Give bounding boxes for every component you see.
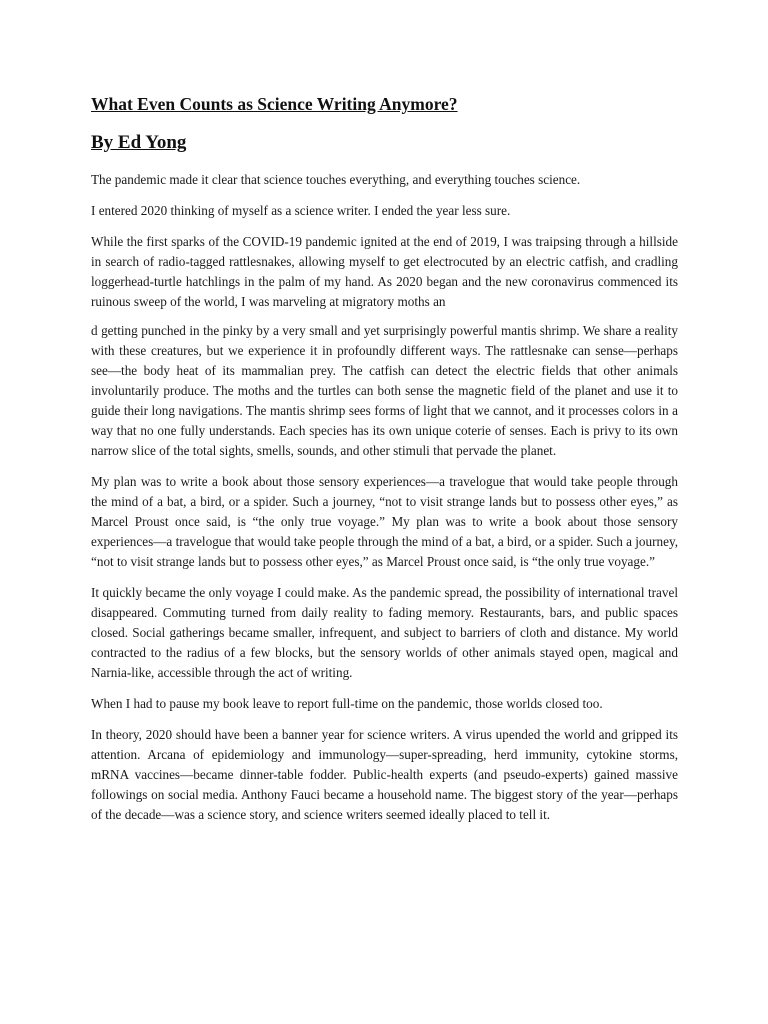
- paragraph-1: The pandemic made it clear that science touches everything, and everything touches science.: [91, 172, 581, 187]
- paragraph-3: While the first sparks of the COVID-19 pandemic ignited at the end of 2019, I was traipsing through a hillside in search of radio-tagged rattlesnakes, allowing myself to get electrocuted by an electric catfish, and cradling loggerhead-turtle hatchlings in the palm of my hand. As 2020 began and the new coronavirus commenced its ruinous sweep of the world, I was marveling at migratory moths an: [91, 234, 678, 309]
- paragraph-8: In theory, 2020 should have been a banner year for science writers. A virus upended the world and gripped its attention. Arcana of epidemiology and immunology—super-spreading, herd immunity, cytokine storms, mRNA vaccines—became dinner-table fodder. Public-health experts (and pseudo-experts) gained massive followings on social media. Anthony Fauci became a household name. The biggest story of the year—perhaps of the decade—was a science story, and science writers seemed ideally placed to tell it.: [91, 727, 678, 822]
- paragraph-2: I entered 2020 thinking of myself as a science writer. I ended the year less sure.: [91, 203, 511, 218]
- paragraph-5: My plan was to write a book about those sensory experiences—a travelogue that would take people through the mind of a bat, a bird, or a spider. Such a journey, “not to visit strange lands but to possess other eyes,” as Marcel Proust once said, is “the only true voyage.” My plan was to write a book about those sensory experiences—a travelogue that would take people through the mind of a bat, a bird, or a spider. Such a journey, “not to visit strange lands but to possess other eyes,” as Marcel Proust once said, is “the only true voyage.”: [91, 474, 678, 569]
- paragraph-7: When I had to pause my book leave to report full-time on the pandemic, those worlds closed too.: [91, 696, 603, 711]
- document-page: [91, 92, 678, 836]
- article-title: What Even Counts as Science Writing Anymore?: [91, 94, 458, 114]
- paragraph-6: It quickly became the only voyage I could make. As the pandemic spread, the possibility of international travel disappeared. Commuting turned from daily reality to fading memory. Restaurants, bars, and public spaces closed. Social gatherings became smaller, infrequent, and subject to barriers of cloth and distance. My world contracted to the radius of a few blocks, but the sensory worlds of other animals stayed open, magical and Narnia-like, accessible through the act of writing.: [91, 585, 678, 680]
- paragraph-4: d getting punched in the pinky by a very small and yet surprisingly powerful mantis shrimp. We share a reality with these creatures, but we experience it in profoundly different ways. The rattlesnake can sense—perhaps see—the body heat of its mammalian prey. The catfish can detect the electric fields that other animals involuntarily produce. The moths and the turtles can both sense the magnetic field of the planet and use it to guide their long navigations. The mantis shrimp sees forms of light that we cannot, and it processes colors in a way that no one fully understands. Each species has its own unique coterie of senses. Each is privy to its own narrow slice of the total sights, smells, sounds, and other stimuli that pervade the planet.: [91, 323, 678, 458]
- article-byline: By Ed Yong: [91, 132, 187, 153]
